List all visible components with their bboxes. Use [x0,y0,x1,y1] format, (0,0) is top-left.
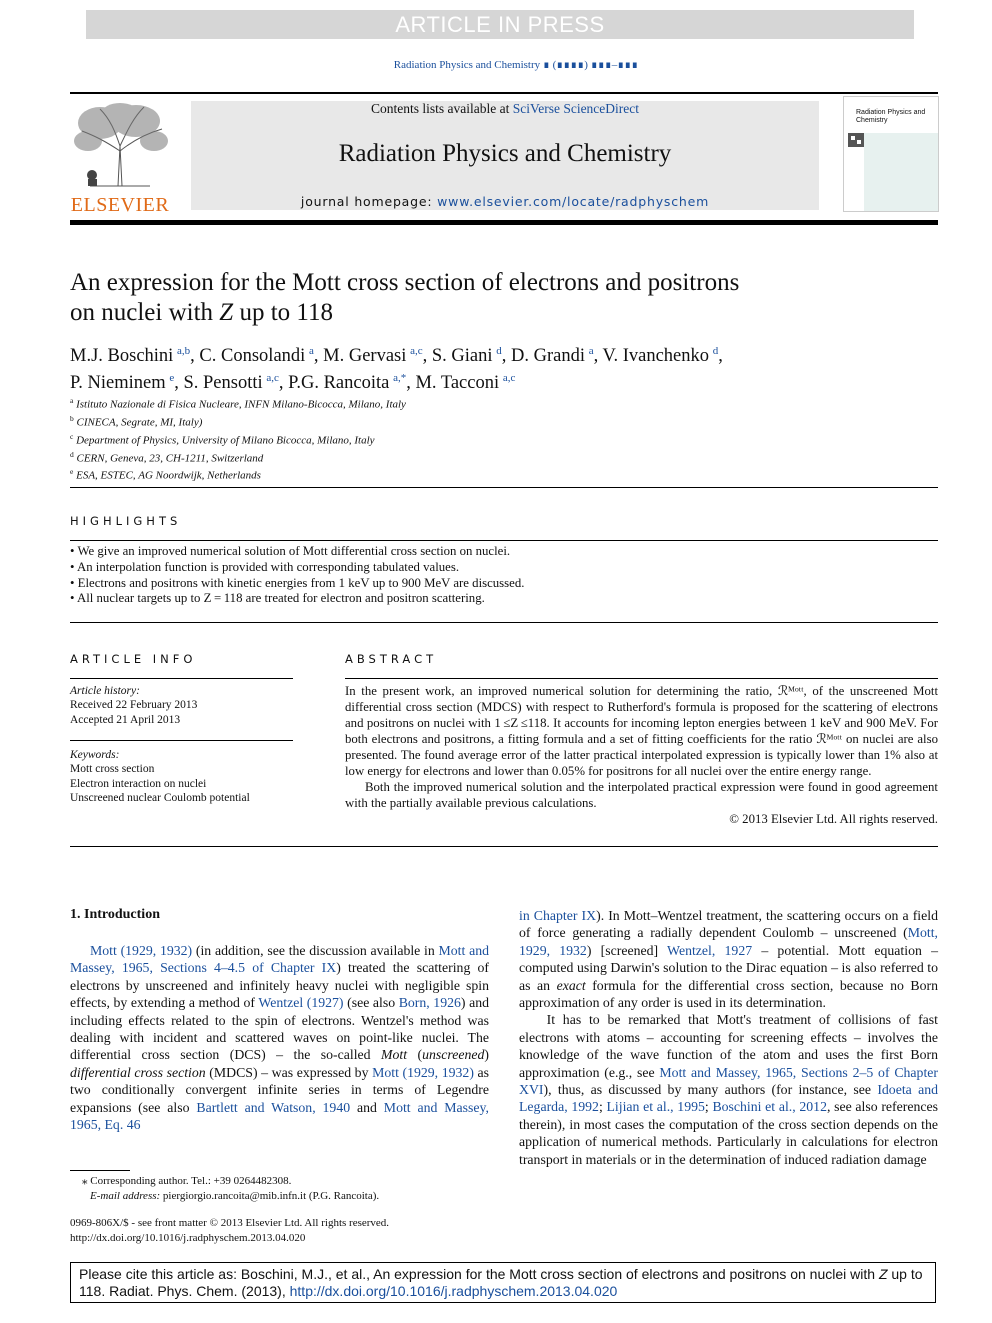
title-line-2 [70,298,870,328]
highlight-item: • We give an improved numerical solution of Mott differential cross section on nuclei. [70,544,511,558]
header-rule-top [70,92,938,94]
author-name: M. Tacconi [415,373,500,394]
article-history [70,684,295,727]
affiliation [70,412,670,430]
title-line-2-post: up to 118 [233,299,333,326]
article-info-rule [70,678,293,679]
issn-line: 0969-806X/$ - see front matter © 2013 Elsevier Ltd. All rights reserved. [70,1217,390,1229]
author-affiliation-ref[interactable]: d [496,345,502,357]
author-affiliation-ref[interactable]: a,c [266,372,279,385]
email-address[interactable]: piergiorgio.rancoita@mib.infn.it (P.G. Rancoita). [162,1190,380,1202]
abstract-heading: ABSTRACT [345,652,438,666]
abstract-paragraph: Both the improved numerical solution and the interpolated practical expression were found in good agreement with the partially available previous calculations. [345,780,938,810]
author-name: C. Consolandi [199,346,306,367]
intro-right-column: in Chapter IX). In Mott–Wentzel treatment, the scattering occurs on a field of force generating a radially dependent Coulomb – unscreened (Mott, 1929, 1932) [screened] Wentzel, 1927 – potential. Mott equation – computed using Darwin's solution to the Dirac equation – is also referred to as an exact formula for the differential cross section, because no Born approximation of any order is used in its determination. It has to be remarked that Mott's treatment of collisions of fast electrons with atoms – accounting for screening effects – involves the knowledge of the wave function of the atom and uses the first Born approximation (e.g., see Mott and Massey, 1965, Sections 2–5 of Chapter XVI), thus, as discussed by many authors (for instance, see Idoeta and Legarda, 1992; Lijian et al., 1995; Boschini et al., 2012, see also references therein), in most cases the computation of the cross section depends on the application of numerical methods. Particularly in calculations for electron transport in materials or in the determination of induced radiation damage [519,908,938,1167]
homepage-prefix: journal homepage: [300,194,438,209]
journal-citation-header[interactable]: Radiation Physics and Chemistry ∎ (∎∎∎∎) ∎∎∎–∎∎∎ [393,59,639,71]
highlights-heading: HIGHLIGHTS [70,514,182,528]
affiliation-key: a [70,396,74,405]
author-affiliation-ref[interactable]: a [309,345,314,357]
accepted-date: Accepted 21 April 2013 [70,713,181,726]
keyword: Mott cross section [70,763,155,776]
author[interactable] [70,373,174,393]
title-line-1: An expression for the Mott cross section of electrons and positrons [70,269,740,296]
article-info-heading: ARTICLE INFO [70,652,197,666]
author-name: P. Nieminem [70,373,166,394]
footnotes [70,1174,490,1204]
author[interactable] [70,346,190,366]
keyword: Unscreened nuclear Coulomb potential [70,791,250,804]
emphasis-text: Mott [380,1047,408,1063]
author[interactable] [199,346,313,366]
author-affiliation-ref[interactable]: d [712,345,719,357]
reference-link[interactable]: Wentzel, 1927 [667,942,753,958]
reference-link[interactable]: Mott and Massey, 1965, Sections 4–4.5 of Chapter IX [70,943,490,976]
highlights-top-rule [70,487,938,488]
highlights-list [70,544,938,607]
email-label: E-mail address: [90,1190,161,1202]
journal-homepage-line [191,194,819,209]
cover-title: Radiation Physics and Chemistry [856,109,926,124]
author-name: M. Gervasi [323,346,407,367]
affiliation-text: Department of Physics, University of Milano Bicocca, Milano, Italy [76,434,375,447]
abstract-body [345,683,938,827]
header-rule-bottom [70,220,938,225]
affiliation-list [70,394,670,483]
reference-link[interactable]: Mott (1929, 1932) [372,1064,474,1080]
affiliation-text: CERN, Geneva, 23, CH-1211, Switzerland [76,452,264,465]
highlight-item: • Electrons and positrons with kinetic energies from 1 keV up to 900 MeV are discussed. [70,575,525,590]
abstract-paragraph: In the present work, an improved numerical solution for determining the ratio, ℛᴹᵒᵗᵗ, of the unscreened Mott differential cross section (MDCS) with respect to Rutherford's formula is proposed for the scattering of electrons and positrons on nuclei with 1 ≤Z ≤118. It accounts for incoming lepton energies between 1 keV and 900 MeV. For both electrons and positrons, a fitting formula and a set of fitting coefficients for the ratio ℛᴹᵒᵗᵗ on nuclei are also presented. The found average error of the latter practical interpolated expression is typically lower than 1% also at low energy for electrons and lower than 0.05% for positrons for all nuclei over the entire energy range. [345,684,938,778]
elsevier-logo[interactable] [70,101,170,216]
reference-link[interactable]: Wentzel (1927) [258,995,344,1011]
keywords-label: Keywords: [70,749,120,761]
corresponding-author-note: ⁎ Corresponding author. Tel.: +39 0264482308. [82,1175,292,1187]
journal-homepage-link[interactable]: www.elsevier.com/locate/radphyschem [437,194,710,209]
affiliation [70,465,670,483]
author-affiliation-ref[interactable]: a,c [410,345,423,357]
author-name: S. Giani [431,346,493,367]
affiliation-text: ESA, ESTEC, AG Noordwijk, Netherlands [76,470,261,483]
author-affiliation-ref[interactable]: a,b [177,345,191,357]
keywords-rule [70,740,293,741]
highlights-inner-rule [70,540,938,541]
author[interactable] [288,373,406,393]
title-line-2-pre: on nuclei with [70,299,220,326]
journal-title[interactable]: Radiation Physics and Chemistry [338,140,672,167]
affiliation-key: d [70,449,74,459]
author-affiliation-ref[interactable]: a,c [502,372,516,385]
reference-link[interactable]: Mott and Massey, 1965, Sections 2–5 of Chapter XVI [519,1064,938,1098]
affiliation-key: b [70,413,74,423]
cite-text: Please cite this article as: Boschini, M.J., et al., An expression for the Mott cross section of electrons and positrons on nuclei with [79,1266,879,1282]
cite-z: Z [878,1266,888,1282]
affiliation-text: CINECA, Segrate, MI, Italy) [76,416,203,429]
reference-link[interactable]: Bartlett and Watson, 1940 [196,1099,351,1115]
author[interactable] [432,346,502,366]
abstract-copyright: © 2013 Elsevier Ltd. All rights reserved. [729,812,938,826]
reference-link[interactable]: Mott, 1929, 1932 [519,925,938,958]
author-affiliation-ref[interactable]: a,* [393,372,407,385]
author-name: S. Pensotti [183,373,263,394]
sciencedirect-link[interactable]: SciVerse ScienceDirect [512,101,640,116]
author-affiliation-ref[interactable]: e [169,372,175,385]
abstract-rule [345,678,938,679]
reference-link[interactable]: Born, 1926 [398,995,461,1011]
title-z: Z [219,299,234,326]
author[interactable] [415,373,515,393]
emphasis-text: unscreened [422,1047,485,1063]
doi-line[interactable]: http://dx.doi.org/10.1016/j.radphyschem.2013.04.020 [70,1232,306,1244]
author[interactable] [511,346,594,366]
affiliation-key: c [70,431,74,441]
affiliation [70,430,670,448]
abstract-bottom-rule [70,846,938,847]
reference-link[interactable]: Boschini et al., 2012 [712,1099,827,1115]
cover-pattern-icon [848,133,864,147]
author-name: V. Ivanchenko [602,346,710,367]
emphasis-text: exact [556,977,586,993]
affiliation-text: Istituto Nazionale di Fisica Nucleare, INFN Milano-Bicocca, Milano, Italy [76,398,406,411]
elsevier-wordmark: ELSEVIER [70,194,170,216]
affiliation-key: e [70,467,74,477]
article-in-press-banner: ARTICLE IN PRESS [86,10,914,39]
author-name: P.G. Rancoita [288,373,390,394]
reference-link[interactable]: Lijian et al., 1995 [606,1099,705,1115]
reference-link[interactable]: in Chapter IX [519,908,597,923]
affiliation [70,394,670,412]
contents-prefix: Contents lists available at [370,101,513,116]
author-list: M.J. Boschini $^{a,b}$, C. Consolandi $^a$, M. Gervasi $^{a,c}$, S. Giani $^d$, D. Grandi $^a$, V. Ivanchenko $^d$, P. Nieminem $^e$, S. Pensotti $^{a,c}$, P.G. Rancoita $^{a,*}$, M. Tacconi $^{a,c}$ [70,345,723,394]
author[interactable] [183,373,278,393]
publication-info [70,1216,500,1246]
received-date: Received 22 February 2013 [70,699,198,712]
author-name: M.J. Boschini [70,346,174,367]
reference-link[interactable]: Idoeta and Legarda, 1992 [519,1082,938,1115]
keywords-block [70,748,295,805]
emphasis-text: differential cross section [70,1064,206,1080]
author-affiliation-ref[interactable]: a [588,345,594,357]
author[interactable] [323,346,422,366]
journal-cover-thumbnail[interactable] [843,96,939,212]
reference-link[interactable]: Mott (1929, 1932) [90,943,193,958]
reference-link[interactable]: Mott and Massey, 1965, Eq. 46 [70,1099,489,1133]
intro-left-column: Mott (1929, 1932) (in addition, see the discussion available in Mott and Massey, 1965, Sections 4–4.5 of Chapter IX) treated the scattering of electrons by unscreened and infinitely heavy nuclei with negligible spin effects, by extending a method of Wentzel (1927) (see also Born, 1926) and including effects related to the spin of electrons. Wentzel's method was dealing with incident and scattered waves on point-like nuclei. The differential cross section (DCS) – the so-called Mott (unscreened) differential cross section (MDCS) – was expressed by Mott (1929, 1932) as two conditionally convergent infinite series in terms of Legendre expansions (see also Bartlett and Watson, 1940 and Mott and Massey, 1965, Eq. 46 [70,943,490,1133]
section-heading: 1. Introduction [70,907,160,922]
doi-link[interactable]: http://dx.doi.org/10.1016/j.radphyschem.2013.04.020 [289,1283,618,1299]
cite-this-article-box [70,1262,936,1303]
elsevier-tree-icon [70,101,170,189]
affiliation [70,448,670,466]
cite-text-2: up to 118. Radiat. Phys. Chem. (2013), [79,1266,923,1299]
contents-line [191,101,819,117]
history-label: Article history: [70,685,140,697]
keyword: Electron interaction on nuclei [70,777,207,790]
highlights-bottom-rule [70,622,938,623]
highlight-item: • All nuclear targets up to Z = 118 are treated for electron and positron scattering. [70,591,485,606]
footnote-rule [70,1170,130,1171]
article-title [70,268,870,328]
highlight-item: • An interpolation function is provided with corresponding tabulated values. [70,559,460,574]
author-name: D. Grandi [510,346,585,367]
author[interactable] [603,346,719,366]
